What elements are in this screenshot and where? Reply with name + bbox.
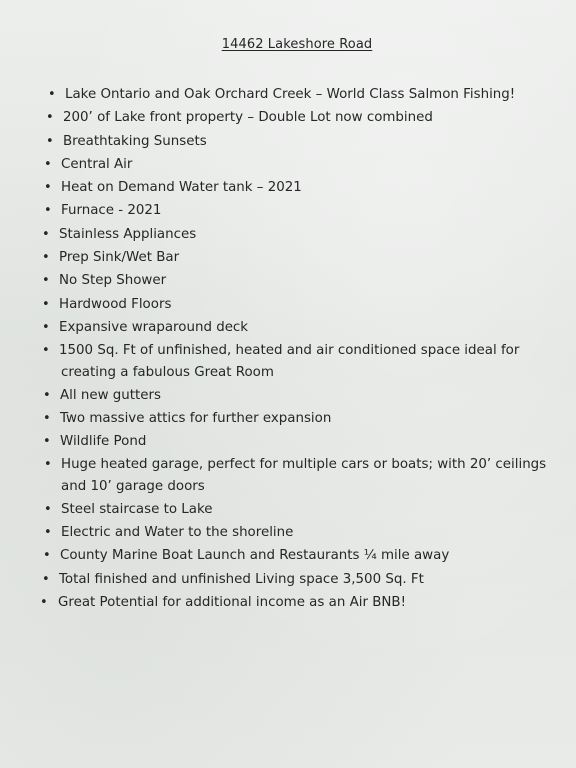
- list-item-text: Huge heated garage, perfect for multiple cars or boats; with 20’ ceilings and 10’ garage doors: [61, 457, 547, 494]
- bullet-icon: •: [43, 548, 51, 564]
- bullet-icon: •: [43, 434, 51, 450]
- bullet-icon: •: [42, 571, 50, 587]
- bullet-icon: •: [42, 296, 50, 312]
- list-item-text: Hardwood Floors: [59, 296, 172, 312]
- list-item-text: 200’ of Lake front property – Double Lot now combined: [63, 110, 433, 126]
- list-item: [0, 385, 576, 407]
- bullet-icon: •: [44, 501, 52, 517]
- bullet-icon: •: [43, 387, 51, 403]
- list-item: [0, 107, 576, 129]
- list-item-text: Two massive attics for further expansion: [60, 410, 332, 426]
- bullet-icon: •: [44, 525, 52, 541]
- bullet-icon: •: [42, 319, 50, 335]
- list-item: [0, 131, 576, 153]
- bullet-icon: •: [46, 133, 54, 149]
- bullet-icon: •: [42, 343, 50, 359]
- list-item: [0, 454, 576, 497]
- bullet-icon: •: [43, 410, 51, 426]
- list-item-text: Central Air: [61, 156, 133, 172]
- list-item-text: Expansive wraparound deck: [59, 319, 249, 335]
- bullet-icon: •: [46, 110, 54, 126]
- list-item-text: No Step Shower: [59, 273, 167, 289]
- list-item-text: Steel staircase to Lake: [61, 501, 213, 517]
- bullet-icon: •: [48, 87, 56, 102]
- list-item-text: Electric and Water to the shoreline: [61, 525, 294, 541]
- list-item-text: Breathtaking Sunsets: [63, 133, 207, 149]
- list-item: [0, 431, 576, 453]
- list-item: [0, 84, 576, 106]
- list-item-text: Stainless Appliances: [59, 226, 197, 242]
- bullet-icon: •: [42, 273, 50, 289]
- list-item: [0, 154, 576, 176]
- bullet-icon: •: [40, 594, 48, 610]
- bullet-icon: •: [42, 226, 50, 242]
- list-item-text: 1500 Sq. Ft of unfinished, heated and air conditioned space ideal for creating a fabulous Great Room: [59, 343, 520, 380]
- bullet-icon: •: [42, 250, 50, 266]
- feature-list: [0, 84, 576, 615]
- list-item-text: Lake Ontario and Oak Orchard Creek – World Class Salmon Fishing!: [65, 87, 516, 102]
- list-item: [0, 294, 576, 316]
- list-item-text: County Marine Boat Launch and Restaurants ¼ mile away: [60, 548, 450, 564]
- bullet-icon: •: [44, 203, 52, 219]
- bullet-icon: •: [44, 457, 52, 473]
- list-item: [0, 408, 576, 430]
- list-item-text: All new gutters: [60, 387, 161, 403]
- list-item: [0, 569, 576, 591]
- document-title: 14462 Lakeshore Road: [221, 37, 373, 52]
- bullet-icon: •: [44, 156, 52, 172]
- list-item: [0, 522, 576, 544]
- list-item: [0, 499, 576, 521]
- list-item-text: Prep Sink/Wet Bar: [59, 250, 180, 266]
- list-item: [0, 592, 576, 614]
- list-item-text: Heat on Demand Water tank – 2021: [61, 180, 302, 196]
- list-item: [0, 545, 576, 567]
- list-item: [0, 317, 576, 339]
- list-item: [0, 270, 576, 292]
- list-item: [0, 177, 576, 199]
- list-item-text: Great Potential for additional income as an Air BNB!: [58, 594, 406, 610]
- list-item: [0, 224, 576, 246]
- list-item-text: Furnace - 2021: [61, 203, 162, 219]
- bullet-icon: •: [44, 180, 52, 196]
- list-item-text: Wildlife Pond: [60, 434, 147, 450]
- list-item: [0, 340, 576, 383]
- list-item: [0, 200, 576, 222]
- list-item-text: Total finished and unfinished Living space 3,500 Sq. Ft: [59, 571, 424, 587]
- list-item: [0, 247, 576, 269]
